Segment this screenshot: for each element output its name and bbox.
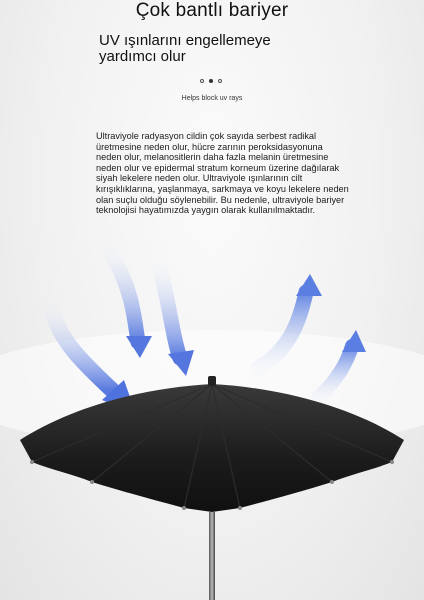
umbrella-shaft <box>209 512 215 600</box>
description-paragraph: Ultraviyole radyasyon cildin çok sayıda serbest radikal üretmesine neden olur, hücre zarının peroksidasyonuna neden olur, melanositlerin daha fazla melanin üretmesine neden olur ve epidermal stratum korneum üzerine dağılarak siyah lekelere neden olur. Ultraviyole ışınlarının cilt kırışıklıklarına, yaşlanmaya, sarkmaya ve koyu lekelere neden olan suçlu olduğu söylenebilir. Bu nedenle, ultraviyole bariyer teknolojisi hayatımızda yaygın olarak kullanılmaktadır. <box>96 131 349 216</box>
umbrella-uv-illustration <box>0 230 424 600</box>
carousel-dots <box>200 79 222 83</box>
tagline: Helps block uv rays <box>181 95 243 102</box>
subtitle-line-1: UV ışınlarını engellemeye <box>99 32 271 49</box>
subtitle <box>99 33 271 65</box>
carousel-dot-3[interactable] <box>218 79 222 83</box>
subtitle-line-2: yardımcı olur <box>99 48 186 65</box>
carousel-dot-1[interactable] <box>200 79 204 83</box>
page-title: Çok bantlı bariyer <box>135 0 289 21</box>
carousel-dot-2[interactable] <box>209 79 213 83</box>
